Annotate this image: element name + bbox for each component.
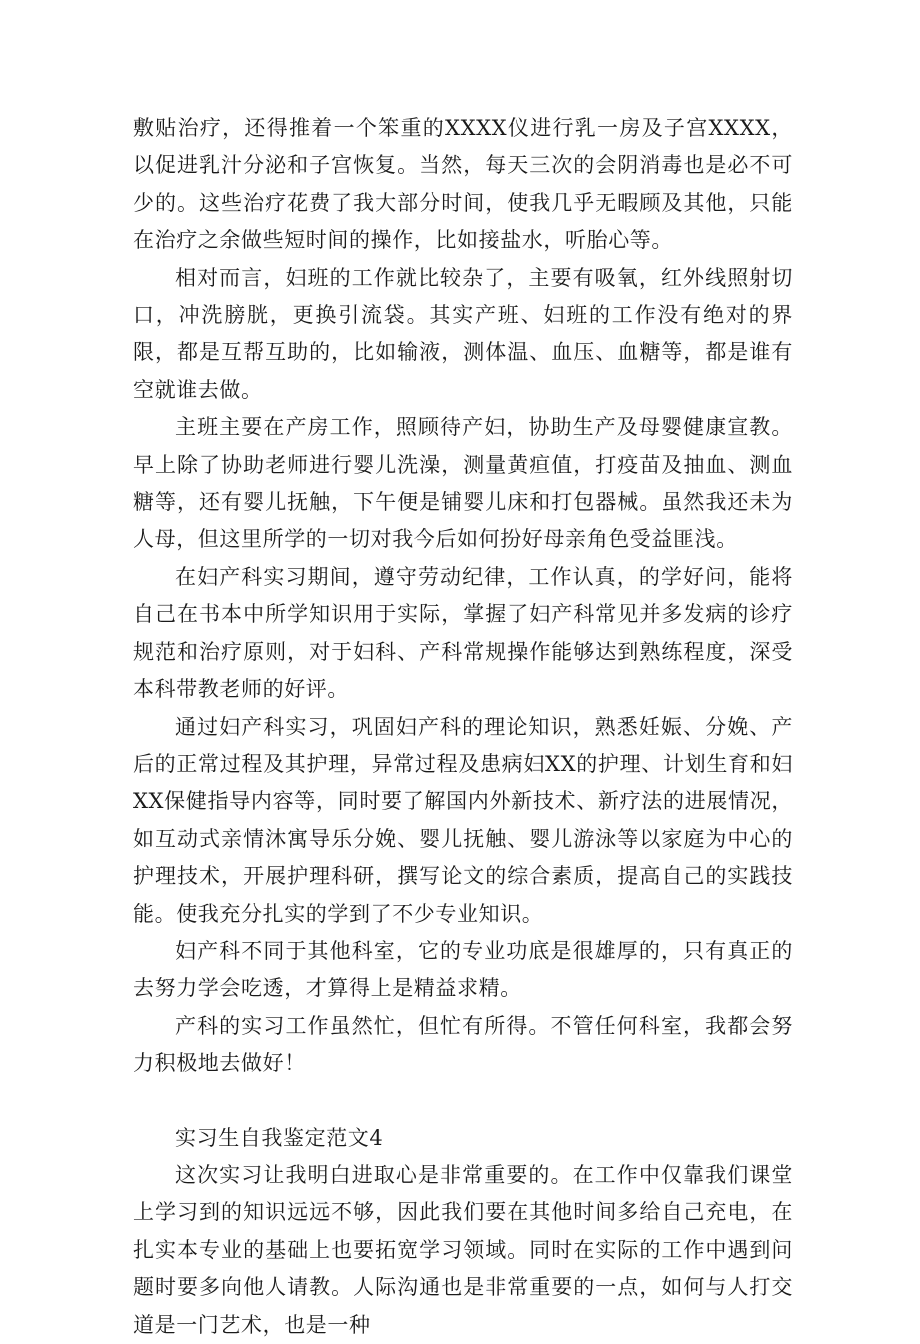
paragraph-6: 妇产科不同于其他科室，它的专业功底是很雄厚的，只有真正的去努力学会吃透，才算得上是精益求精。 [133, 938, 793, 1001]
document-body [133, 110, 793, 1344]
paragraph-3: 主班主要在产房工作，照顾待产妇，协助生产及母婴健康宣教。早上除了协助老师进行婴儿洗澡，测量黄疸值，打疫苗及抽血、测血糖等，还有婴儿抚触，下午便是铺婴儿床和打包器械。虽然我还未为人母，但这里所学的一切对我今后如何扮好母亲角色受益匪浅。 [133, 415, 793, 552]
paragraph-7: 产科的实习工作虽然忙，但忙有所得。不管任何科室，我都会努力积极地去做好！ [133, 1013, 793, 1076]
paragraph-1: 敷贴治疗，还得推着一个笨重的XXXX仪进行乳一房及子宫XXXX，以促进乳汁分泌和子宫恢复。当然，每天三次的会阴消毒也是必不可少的。这些治疗花费了我大部分时间，使我几乎无暇顾及其他，只能在治疗之余做些短时间的操作，比如接盐水，听胎心等。 [133, 116, 793, 253]
paragraph-2: 相对而言，妇班的工作就比较杂了，主要有吸氧，红外线照射切口，冲洗膀胱，更换引流袋。其实产班、妇班的工作没有绝对的界限，都是互帮互助的，比如输液，测体温、血压、血糖等，都是谁有空就谁去做。 [133, 265, 793, 402]
paragraph-8: 这次实习让我明白进取心是非常重要的。在工作中仅靠我们课堂上学习到的知识远远不够，因此我们要在其他时间多给自己充电，在扎实本专业的基础上也要拓宽学习领域。同时在实际的工作中遇到问题时要多向他人请教。人际沟通也是非常重要的一点，如何与人打交道是一门艺术，也是一种 [133, 1162, 793, 1337]
section-heading: 实习生自我鉴定范文4 [175, 1125, 384, 1150]
paragraph-5: 通过妇产科实习，巩固妇产科的理论知识，熟悉妊娠、分娩、产后的正常过程及其护理，异常过程及患病妇XX的护理、计划生育和妇XX保健指导内容等，同时要了解国内外新技术、新疗法的进展情况，如互动式亲情沐寓导乐分娩、婴儿抚触、婴儿游泳等以家庭为中心的护理技术，开展护理科研，撰写论文的综合素质，提高自己的实践技能。使我充分扎实的学到了不少专业知识。 [133, 714, 793, 926]
paragraph-4: 在妇产科实习期间，遵守劳动纪律，工作认真，的学好问，能将自己在书本中所学知识用于实际，掌握了妇产科常见并多发病的诊疗规范和治疗原则，对于妇科、产科常规操作能够达到熟练程度，深受本科带教老师的好评。 [133, 564, 793, 702]
